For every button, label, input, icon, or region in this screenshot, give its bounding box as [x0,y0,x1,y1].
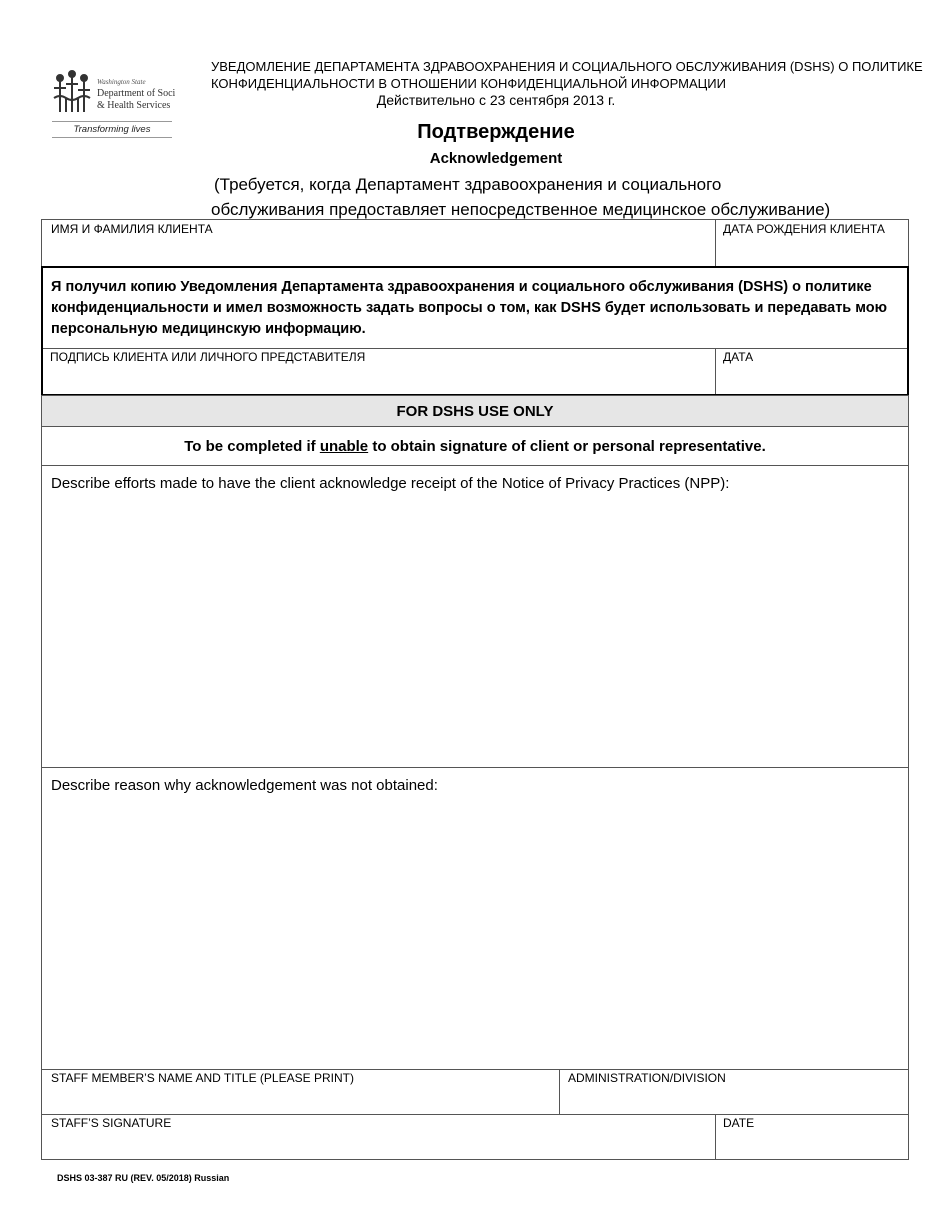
notice-title [211,58,931,92]
effective-date: Действительно с 23 сентября 2013 г. [376,92,616,108]
staff-name-field[interactable] [41,1069,560,1115]
logo-line1: Department of Social [97,88,175,99]
complete-note-pre: To be completed if [184,437,320,455]
logo-tagline: Transforming lives [52,121,172,138]
logo-line2: & Health Services [97,100,171,111]
form-id: DSHS 03-387 RU (REV. 05/2018) Russian [57,1173,230,1183]
reason-label: Describe reason why acknowledgement was not obtained: [51,777,438,794]
heading-en: Acknowledgement [429,150,563,167]
complete-if-unable-note [41,426,909,466]
client-name-label: ИМЯ И ФАМИЛИЯ КЛИЕНТА [51,222,213,236]
client-date-field[interactable] [715,348,907,394]
client-date-label: ДАТА [723,350,754,364]
required-note-line2: обслуживания предоставляет непосредственное медицинское обслуживание) [211,200,831,219]
staff-signature-label: STAFF’S SIGNATURE [51,1116,172,1130]
client-dob-field[interactable] [715,219,909,267]
reason-description-field[interactable] [41,767,909,1070]
staff-name-label: STAFF MEMBER’S NAME AND TITLE (PLEASE PRINT) [51,1071,354,1085]
efforts-label: Describe efforts made to have the client acknowledge receipt of the Notice of Privacy Practices (NPP): [51,475,730,492]
required-note-line1: (Требуется, когда Департамент здравоохранения и социального [214,175,722,194]
notice-title-line2: КОНФИДЕНЦИАЛЬНОСТИ В ОТНОШЕНИИ КОНФИДЕНЦИАЛЬНОЙ ИНФОРМАЦИИ [211,76,726,91]
efforts-description-field[interactable] [41,465,909,768]
logo-state: Washington State [97,78,146,86]
staff-signature-field[interactable] [41,1114,716,1160]
administration-division-field[interactable] [559,1069,909,1115]
complete-note-post: to obtain signature of client or personal representative. [368,437,766,455]
staff-date-field[interactable] [715,1114,909,1160]
client-signature-label: ПОДПИСЬ КЛИЕНТА ИЛИ ЛИЧНОГО ПРЕДСТАВИТЕЛЯ [50,350,366,364]
client-signature-field[interactable] [43,348,716,394]
notice-title-line1: УВЕДОМЛЕНИЕ ДЕПАРТАМЕНТА ЗДРАВООХРАНЕНИЯ И СОЦИАЛЬНОГО ОБСЛУЖИВАНИЯ (DSHS) О ПОЛИТИКЕ [211,59,923,74]
heading-ru: Подтверждение [417,121,575,143]
staff-date-label: DATE [723,1116,755,1130]
administration-division-label: ADMINISTRATION/DIVISION [568,1071,726,1085]
client-dob-label: ДАТА РОЖДЕНИЯ КЛИЕНТА [723,222,885,236]
required-note [211,172,911,222]
complete-note-underlined: unable [319,437,369,455]
dshs-use-only-banner: FOR DSHS USE ONLY [41,395,909,427]
acknowledgement-statement: Я получил копию Уведомления Департамента здравоохранения и социального обслуживания (DSHS) о политике конфиденциальности и имел возможность задать вопросы о том, как DSHS будет использовать и передавать мою персональную медицинскую информацию. [51,279,888,337]
client-name-field[interactable] [41,219,716,267]
dshs-logo-icon [50,68,175,120]
